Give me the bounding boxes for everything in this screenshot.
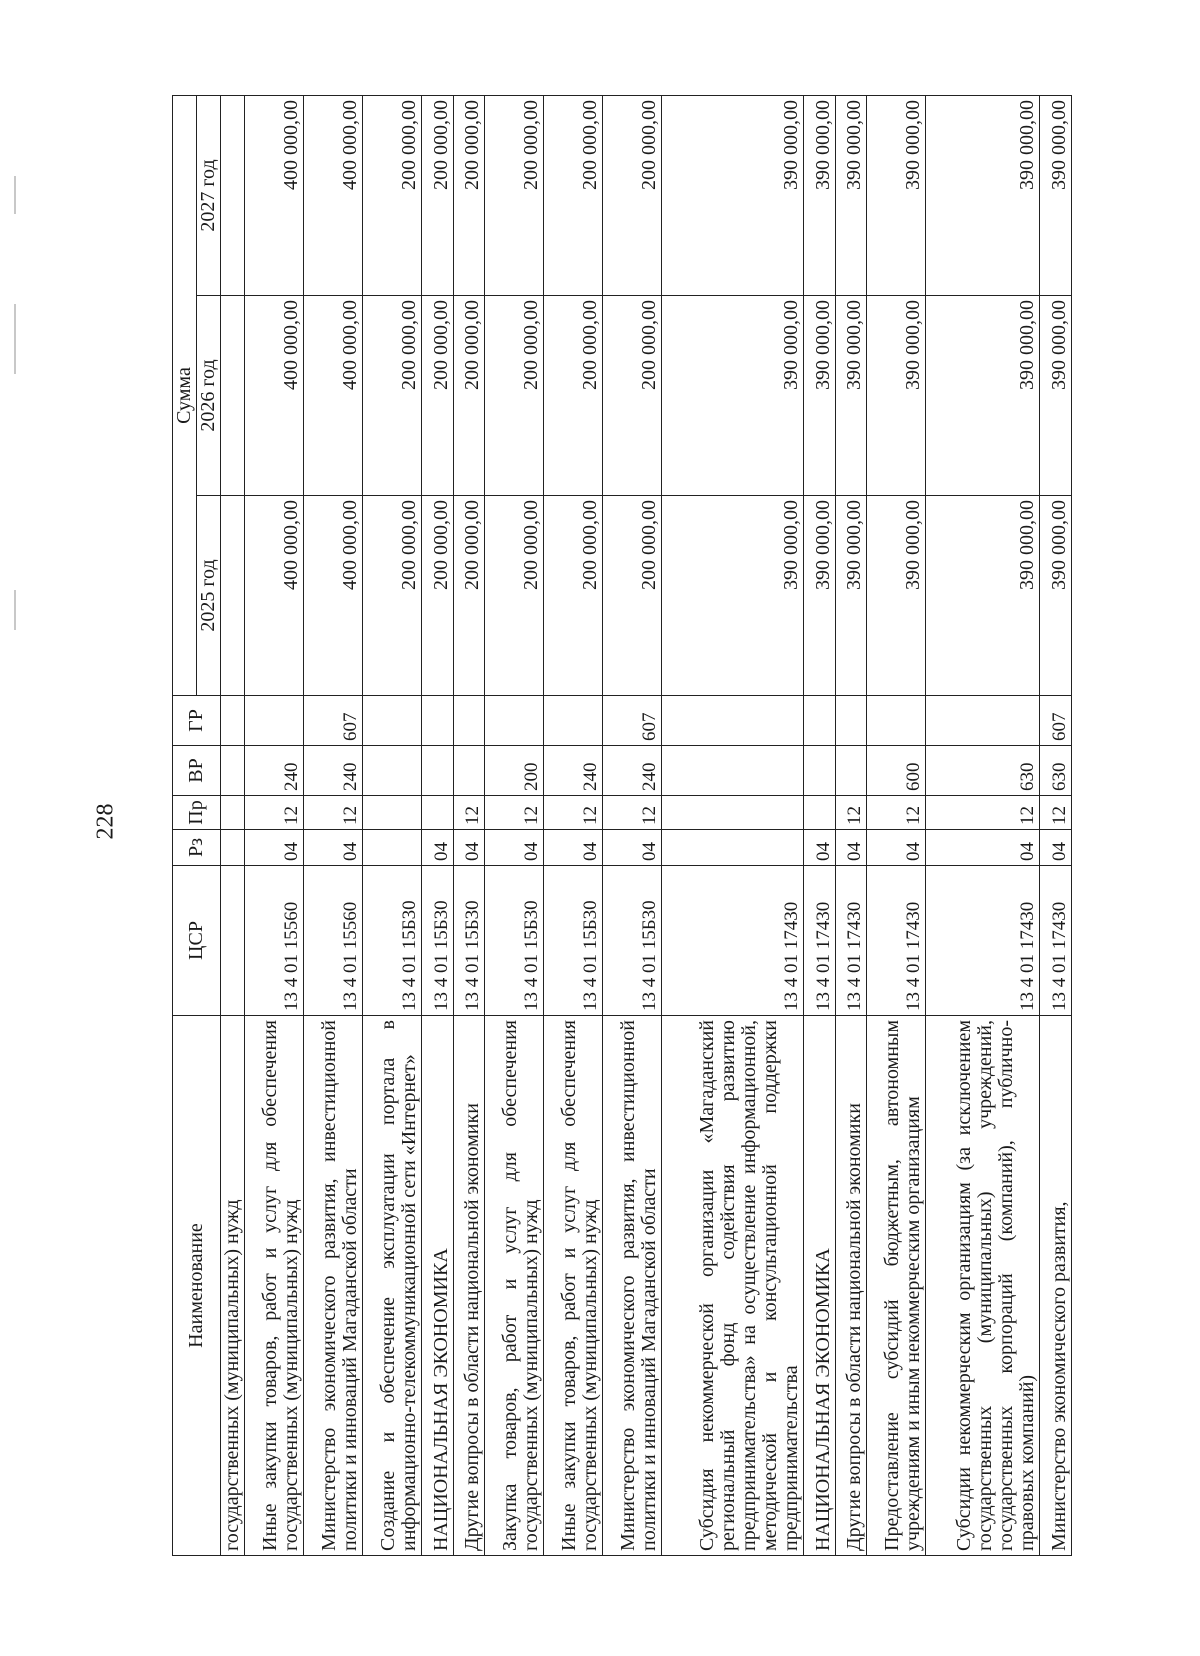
header-2026: 2026 год bbox=[197, 296, 221, 496]
table-row bbox=[804, 95, 836, 1555]
table-row bbox=[603, 95, 662, 1555]
cell-2027: 400 000,00 bbox=[245, 95, 304, 295]
cell-pr bbox=[422, 796, 454, 830]
cell-name: Субсидия некоммерческой организации «Магаданский региональный фонд содействия развитию предпринимательства» на осуществление информационной, методической и консультационной поддержки предпринимательства bbox=[662, 1016, 804, 1556]
cell-csr: 13 4 01 17430 bbox=[926, 866, 1040, 1016]
header-gr: ГР bbox=[173, 696, 221, 746]
header-pr: Пр bbox=[173, 796, 221, 830]
cell-gr bbox=[422, 696, 454, 746]
cell-2025: 390 000,00 bbox=[867, 496, 926, 696]
cell-csr: 13 4 01 15Б30 bbox=[544, 866, 603, 1016]
cell-2026: 200 000,00 bbox=[485, 296, 544, 496]
cell-name: НАЦИОНАЛЬНАЯ ЭКОНОМИКА bbox=[422, 1016, 454, 1556]
cell-vr: 240 bbox=[245, 746, 304, 796]
cell-2026: 400 000,00 bbox=[304, 296, 363, 496]
cell-pr: 12 bbox=[1040, 796, 1072, 830]
page-number: 228 bbox=[92, 803, 119, 840]
table-row bbox=[544, 95, 603, 1555]
cell-2026 bbox=[221, 296, 245, 496]
header-2027: 2027 год bbox=[197, 95, 221, 295]
cell-vr bbox=[422, 746, 454, 796]
cell-2026: 200 000,00 bbox=[422, 296, 454, 496]
cell-gr bbox=[544, 696, 603, 746]
cell-name: Другие вопросы в области национальной экономики bbox=[453, 1016, 485, 1556]
cell-gr bbox=[835, 696, 867, 746]
cell-2026: 390 000,00 bbox=[835, 296, 867, 496]
cell-csr: 13 4 01 15Б30 bbox=[453, 866, 485, 1016]
cell-name: Закупка товаров, работ и услуг для обеспечения государственных (муниципальных) нужд bbox=[485, 1016, 544, 1556]
cell-vr: 240 bbox=[544, 746, 603, 796]
cell-pr bbox=[221, 796, 245, 830]
cell-vr: 630 bbox=[1040, 746, 1072, 796]
cell-2026: 200 000,00 bbox=[544, 296, 603, 496]
cell-rz bbox=[363, 830, 422, 866]
cell-csr: 13 4 01 15Б30 bbox=[485, 866, 544, 1016]
table-row bbox=[485, 95, 544, 1555]
cell-vr bbox=[221, 746, 245, 796]
table-row bbox=[453, 95, 485, 1555]
cell-csr: 13 4 01 17430 bbox=[835, 866, 867, 1016]
cell-rz: 04 bbox=[603, 830, 662, 866]
cell-name: государственных (муниципальных) нужд bbox=[221, 1016, 245, 1556]
cell-pr bbox=[804, 796, 836, 830]
cell-rz bbox=[662, 830, 804, 866]
cell-vr: 630 bbox=[926, 746, 1040, 796]
cell-csr: 13 4 01 17430 bbox=[662, 866, 804, 1016]
cell-2026: 200 000,00 bbox=[603, 296, 662, 496]
cell-gr: 607 bbox=[304, 696, 363, 746]
cell-2025: 200 000,00 bbox=[544, 496, 603, 696]
header-sum: Сумма bbox=[173, 95, 197, 695]
cell-vr bbox=[804, 746, 836, 796]
cell-csr: 13 4 01 15560 bbox=[245, 866, 304, 1016]
cell-2025: 390 000,00 bbox=[926, 496, 1040, 696]
cell-rz: 04 bbox=[485, 830, 544, 866]
cell-rz: 04 bbox=[804, 830, 836, 866]
cell-csr: 13 4 01 17430 bbox=[804, 866, 836, 1016]
cell-2026: 200 000,00 bbox=[453, 296, 485, 496]
header-rz: Рз bbox=[173, 830, 221, 866]
cell-name: Предоставление субсидий бюджетным, автономным учреждениям и иным некоммерческим организациям bbox=[867, 1016, 926, 1556]
cell-vr bbox=[835, 746, 867, 796]
cell-gr bbox=[453, 696, 485, 746]
cell-pr: 12 bbox=[926, 796, 1040, 830]
cell-csr: 13 4 01 15Б30 bbox=[422, 866, 454, 1016]
cell-rz: 04 bbox=[453, 830, 485, 866]
table-row bbox=[926, 95, 1040, 1555]
cell-2026: 390 000,00 bbox=[926, 296, 1040, 496]
cell-pr: 12 bbox=[485, 796, 544, 830]
cell-vr bbox=[453, 746, 485, 796]
cell-2026: 400 000,00 bbox=[245, 296, 304, 496]
cell-vr: 600 bbox=[867, 746, 926, 796]
header-vr: ВР bbox=[173, 746, 221, 796]
cell-2026: 390 000,00 bbox=[1040, 296, 1072, 496]
cell-pr: 12 bbox=[245, 796, 304, 830]
cell-2027: 390 000,00 bbox=[1040, 95, 1072, 295]
scan-artifact bbox=[14, 304, 16, 374]
cell-2025: 200 000,00 bbox=[603, 496, 662, 696]
cell-rz: 04 bbox=[245, 830, 304, 866]
cell-2025: 200 000,00 bbox=[422, 496, 454, 696]
cell-csr: 13 4 01 17430 bbox=[1040, 866, 1072, 1016]
cell-2026: 390 000,00 bbox=[804, 296, 836, 496]
cell-2027: 200 000,00 bbox=[544, 95, 603, 295]
cell-gr bbox=[363, 696, 422, 746]
cell-2027: 390 000,00 bbox=[662, 95, 804, 295]
cell-2025: 400 000,00 bbox=[245, 496, 304, 696]
cell-pr: 12 bbox=[453, 796, 485, 830]
cell-2026: 390 000,00 bbox=[662, 296, 804, 496]
cell-pr: 12 bbox=[544, 796, 603, 830]
cell-2027: 200 000,00 bbox=[485, 95, 544, 295]
rotated-table-wrapper bbox=[172, 96, 1072, 1556]
cell-vr: 200 bbox=[485, 746, 544, 796]
cell-2025: 390 000,00 bbox=[804, 496, 836, 696]
cell-2025: 390 000,00 bbox=[662, 496, 804, 696]
cell-csr bbox=[221, 866, 245, 1016]
cell-2025: 400 000,00 bbox=[304, 496, 363, 696]
cell-2025: 390 000,00 bbox=[1040, 496, 1072, 696]
cell-rz: 04 bbox=[544, 830, 603, 866]
cell-vr bbox=[662, 746, 804, 796]
cell-vr bbox=[363, 746, 422, 796]
cell-2027: 390 000,00 bbox=[867, 95, 926, 295]
header-csr: ЦСР bbox=[173, 866, 221, 1016]
cell-rz: 04 bbox=[867, 830, 926, 866]
cell-rz: 04 bbox=[926, 830, 1040, 866]
cell-gr bbox=[926, 696, 1040, 746]
cell-name: Министерство экономического развития, инвестиционной политики и инноваций Магаданской области bbox=[603, 1016, 662, 1556]
cell-2025: 200 000,00 bbox=[485, 496, 544, 696]
cell-name: Министерство экономического развития, инвестиционной политики и инноваций Магаданской области bbox=[304, 1016, 363, 1556]
budget-table bbox=[172, 95, 1072, 1556]
cell-csr: 13 4 01 15560 bbox=[304, 866, 363, 1016]
cell-name: Иные закупки товаров, работ и услуг для обеспечения государственных (муниципальных) нужд bbox=[544, 1016, 603, 1556]
cell-gr bbox=[867, 696, 926, 746]
cell-rz: 04 bbox=[835, 830, 867, 866]
table-row bbox=[662, 95, 804, 1555]
cell-gr bbox=[804, 696, 836, 746]
cell-csr: 13 4 01 15Б30 bbox=[603, 866, 662, 1016]
cell-name: Иные закупки товаров, работ и услуг для обеспечения государственных (муниципальных) нужд bbox=[245, 1016, 304, 1556]
cell-gr: 607 bbox=[603, 696, 662, 746]
cell-pr: 12 bbox=[304, 796, 363, 830]
cell-2027: 400 000,00 bbox=[304, 95, 363, 295]
cell-2027: 200 000,00 bbox=[363, 95, 422, 295]
table-row bbox=[221, 95, 245, 1555]
header-2025: 2025 год bbox=[197, 496, 221, 696]
cell-gr bbox=[485, 696, 544, 746]
cell-pr bbox=[363, 796, 422, 830]
cell-rz: 04 bbox=[304, 830, 363, 866]
table-row bbox=[1040, 95, 1072, 1555]
cell-pr bbox=[662, 796, 804, 830]
header-row bbox=[173, 95, 197, 1555]
cell-2027: 390 000,00 bbox=[804, 95, 836, 295]
cell-rz: 04 bbox=[422, 830, 454, 866]
cell-csr: 13 4 01 15Б30 bbox=[363, 866, 422, 1016]
table-row bbox=[835, 95, 867, 1555]
cell-name: Министерство экономического развития, bbox=[1040, 1016, 1072, 1556]
cell-name: Другие вопросы в области национальной экономики bbox=[835, 1016, 867, 1556]
cell-gr bbox=[245, 696, 304, 746]
cell-2025: 200 000,00 bbox=[453, 496, 485, 696]
cell-2027: 200 000,00 bbox=[603, 95, 662, 295]
cell-pr: 12 bbox=[603, 796, 662, 830]
cell-2026: 200 000,00 bbox=[363, 296, 422, 496]
cell-2027: 200 000,00 bbox=[422, 95, 454, 295]
cell-2027 bbox=[221, 95, 245, 295]
cell-2025 bbox=[221, 496, 245, 696]
cell-2027: 390 000,00 bbox=[835, 95, 867, 295]
cell-2025: 390 000,00 bbox=[835, 496, 867, 696]
cell-name: Создание и обеспечение эксплуатации портала в информационно-телекоммуникационной сети «Интернет» bbox=[363, 1016, 422, 1556]
cell-gr bbox=[662, 696, 804, 746]
header-name: Наименование bbox=[173, 1016, 221, 1556]
table-row bbox=[304, 95, 363, 1555]
cell-name: НАЦИОНАЛЬНАЯ ЭКОНОМИКА bbox=[804, 1016, 836, 1556]
cell-2025: 200 000,00 bbox=[363, 496, 422, 696]
cell-vr: 240 bbox=[603, 746, 662, 796]
cell-vr: 240 bbox=[304, 746, 363, 796]
scan-artifact bbox=[14, 590, 16, 630]
cell-rz bbox=[221, 830, 245, 866]
cell-pr: 12 bbox=[867, 796, 926, 830]
cell-csr: 13 4 01 17430 bbox=[867, 866, 926, 1016]
table-row bbox=[245, 95, 304, 1555]
table-row bbox=[422, 95, 454, 1555]
table-row bbox=[867, 95, 926, 1555]
cell-2026: 390 000,00 bbox=[867, 296, 926, 496]
cell-2027: 390 000,00 bbox=[926, 95, 1040, 295]
cell-name: Субсидии некоммерческим организациям (за исключением государственных (муниципальных) учреждений, государственных корпораций (компаний), публично-правовых компаний) bbox=[926, 1016, 1040, 1556]
cell-2027: 200 000,00 bbox=[453, 95, 485, 295]
cell-gr bbox=[221, 696, 245, 746]
cell-pr: 12 bbox=[835, 796, 867, 830]
cell-rz: 04 bbox=[1040, 830, 1072, 866]
table-row bbox=[363, 95, 422, 1555]
scan-artifact bbox=[14, 176, 16, 214]
cell-gr: 607 bbox=[1040, 696, 1072, 746]
